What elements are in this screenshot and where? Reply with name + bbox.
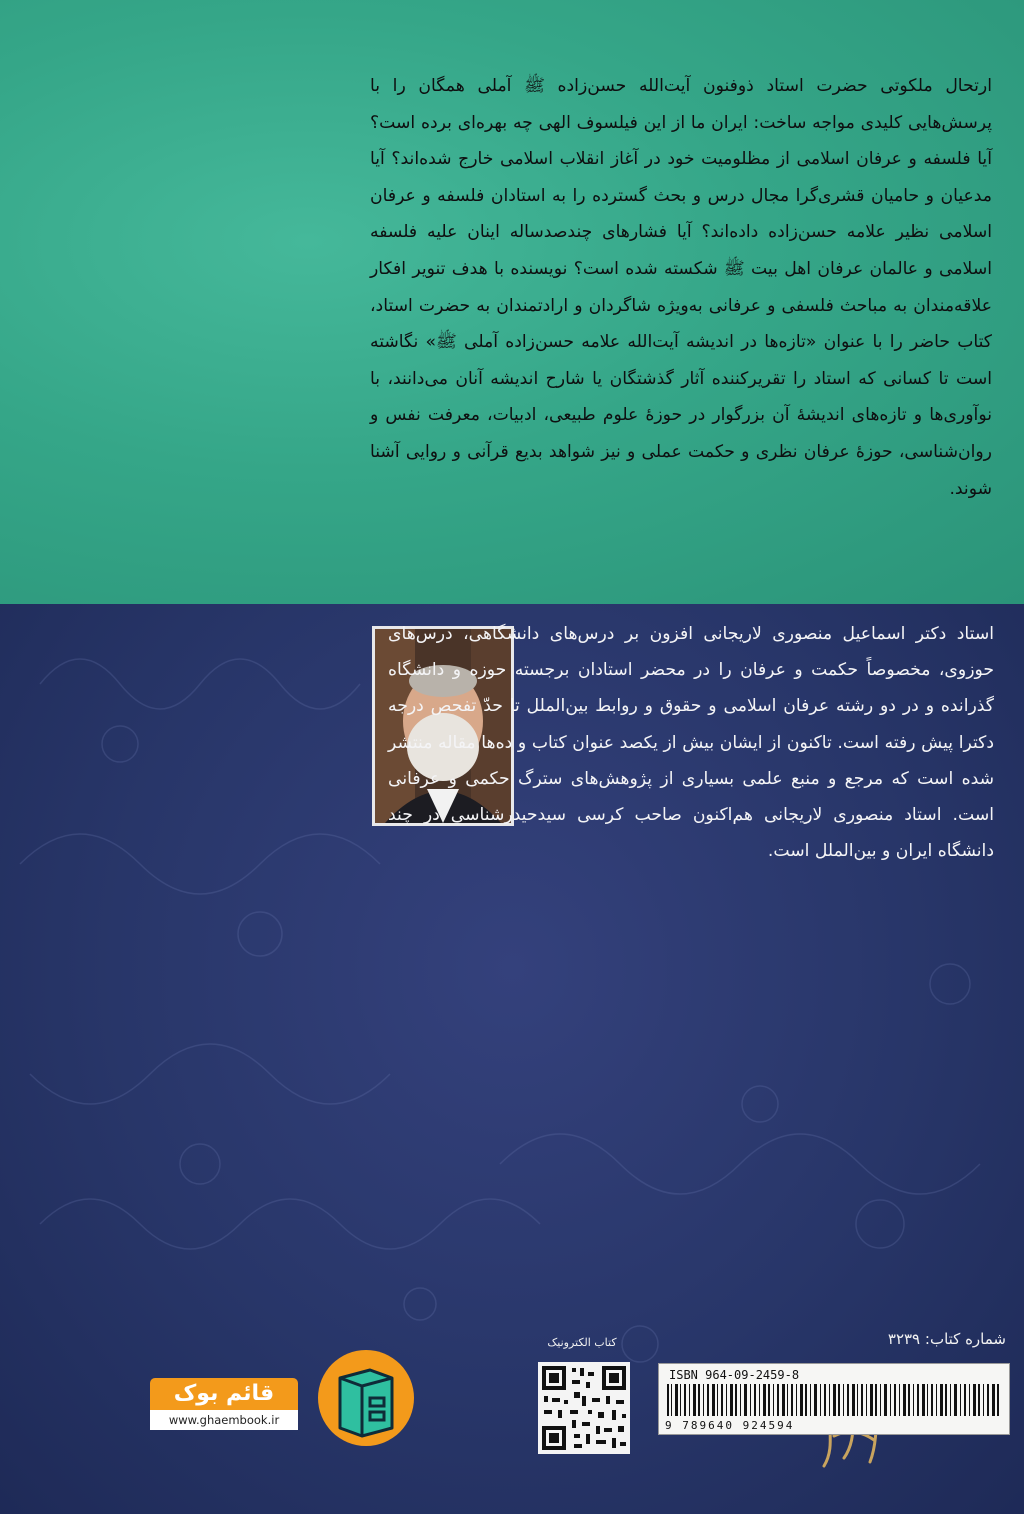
qr-code-icon[interactable] <box>538 1362 630 1454</box>
ghaem-book-icon <box>316 1348 416 1448</box>
ghaem-brand[interactable] <box>150 1378 298 1430</box>
ghaem-url[interactable]: www.ghaembook.ir <box>150 1410 298 1430</box>
isbn-label: ISBN 964-09-2459-8 <box>669 1368 800 1382</box>
author-bio: استاد دکتر اسماعیل منصوری لاریجانی افزون بر درس‌های دانشگاهی، درس‌های حوزوی، مخصوصاً حکمت و عرفان را در محضر استادان برجسته حوزه و دانشگاه گذرانده و در دو رشته عرفان اسلامی و حقوق و روابط بین‌الملل تا حدّ تفحص درجه دکترا پیش رفته است. تاکنون از ایشان بیش از یکصد عنوان کتاب و ده‌ها مقاله منتشر شده است که مرجع و منبع علمی بسیاری از پژوهش‌های سترگ حکمی و عرفانی است. استاد منصوری لاریجانی هم‌اکنون صاحب کرسی سیدحیدرشناسی در چند دانشگاه ایران و بین‌الملل است. <box>388 624 994 862</box>
book-description: ارتحال ملکوتی حضرت استاد ذوفنون آیت‌الله حسن‌زاده ﷺ آملی همگان را با پرسش‌هایی کلیدی مواجه ساخت: ایران ما از این فیلسوف الهی چه بهره‌ای برده است؟ آیا فلسفه و عرفان اسلامی از مظلومیت خود در آغاز انقلاب اسلامی خارج شده‌اند؟ آیا مدعیان و حامیان قشری‌گرا مجال درس و بحث گسترده را به استادان فلسفه و عرفان اسلامی نظیر علامه حسن‌زاده داده‌اند؟ آیا فشارهای چندصدساله اینان علیه فلسفه اسلامی و عالمان عرفان اهل بیت ﷺ شکسته شده است؟ نویسنده با هدف تنویر افکار علاقه‌مندان به مباحث فلسفی و عرفانی به‌ویژه شاگردان و ارادتمندان به حضرت استاد، کتاب حاضر را با عنوان «تازه‌ها در اندیشه آیت‌الله علامه حسن‌زاده آملی ﷺ» نگاشته است تا کسانی که استاد را تقریرکننده آثار گذشتگان یا شارح اندیشه آنان می‌دانند، با نوآوری‌ها و تازه‌های اندیشهٔ آن بزرگوار در حوزهٔ علوم طبیعی، ادبیات، معرفت نفس و روان‌شناسی، حوزهٔ عرفان نظری و حکمت عملی و نیز شواهد بدیع قرآنی و روایی آشنا شوند. <box>370 76 992 499</box>
qr-label: کتاب الکترونیک <box>547 1336 617 1349</box>
isbn-digits: 9 789640 924594 <box>665 1419 795 1432</box>
barcode-icon <box>667 1384 1001 1416</box>
book-number: شماره کتاب: ۳۲۳۹ <box>887 1330 1006 1348</box>
ghaem-name: قائم بوک <box>150 1378 298 1410</box>
isbn-barcode <box>658 1363 1010 1435</box>
